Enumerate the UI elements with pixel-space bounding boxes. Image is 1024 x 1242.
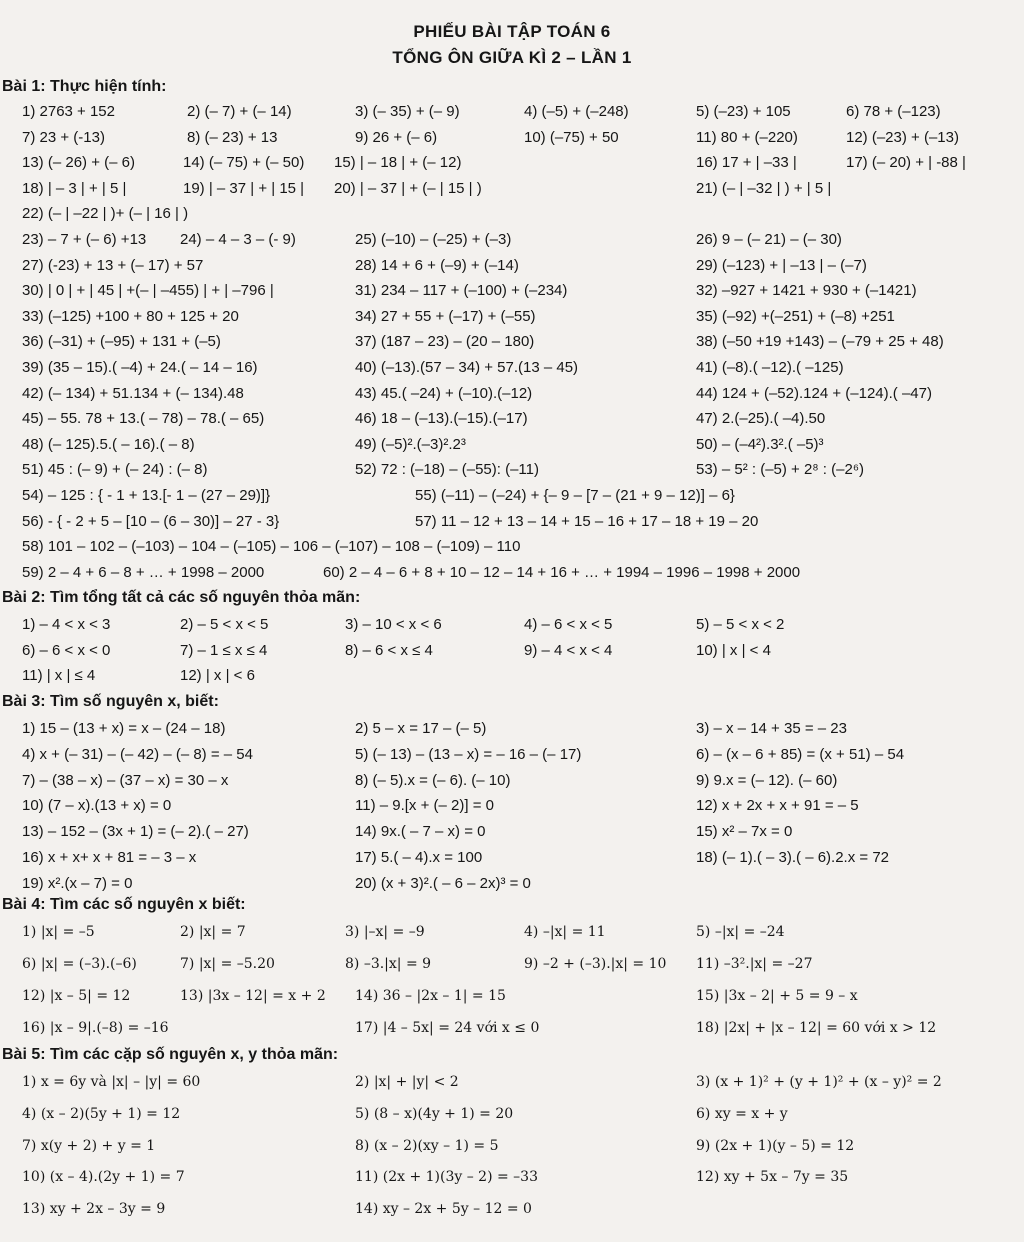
exercise-item: 5) (– 13) – (13 – x) = – 16 – (– 17)	[355, 745, 582, 763]
exercise-item: 11) –3².|x| = –27	[696, 956, 813, 972]
exercise-row	[0, 535, 1024, 559]
exercise-item: 14) (– 75) + (– 50)	[183, 154, 305, 172]
exercise-item: 38) (–50 +19 +143) – (–79 + 25 + 48)	[696, 333, 944, 351]
exercise-item: 7) x(y + 2) + y = 1	[22, 1137, 156, 1154]
exercise-row	[0, 561, 1024, 585]
exercise-row	[0, 1134, 1024, 1158]
exercise-row	[0, 639, 1024, 663]
exercise-item: 6) 78 + (–123)	[846, 103, 941, 120]
exercise-item: 4) x + (– 31) – (– 42) – (– 8) = – 54	[22, 745, 253, 763]
exercise-item: 51) 45 : (– 9) + (– 24) : (– 8)	[22, 461, 208, 479]
exercise-item: 9) 9.x = (– 12). (– 60)	[696, 771, 838, 789]
exercise-item: 48) (– 125).5.( – 16).( – 8)	[22, 435, 195, 453]
exercise-item: 44) 124 + (–52).124 + (–124).( –47)	[696, 384, 932, 402]
exercise-row	[0, 254, 1024, 278]
exercise-item: 1) |x| = –5	[22, 924, 95, 940]
exercise-item: 10) (x – 4).(2y + 1) = 7	[22, 1169, 185, 1186]
section-heading: Bài 5: Tìm các cặp số nguyên x, y thỏa mãn:	[2, 1046, 339, 1063]
exercise-item: 40) (–13).(57 – 34) + 57.(13 – 45)	[355, 359, 579, 376]
exercise-item: 29) (–123) + | –13 | – (–7)	[696, 256, 867, 274]
exercise-item: 16) x + x+ x + 81 = – 3 – x	[22, 849, 197, 866]
exercise-row	[0, 458, 1024, 482]
exercise-item: 1) x = 6y và |x| – |y| = 60	[22, 1074, 201, 1090]
exercise-row	[0, 228, 1024, 252]
exercise-item: 14) 9x.( – 7 – x) = 0	[355, 823, 486, 841]
exercise-item: 31) 234 – 117 + (–100) + (–234)	[355, 282, 568, 300]
exercise-item: 2) |x| = 7	[180, 924, 246, 940]
exercise-item: 45) – 55. 78 + 13.( – 78) – 78.( – 65)	[22, 410, 265, 428]
exercise-item: 8) –3.|x| = 9	[345, 956, 432, 972]
exercise-item: 10) (–75) + 50	[524, 128, 619, 146]
exercise-row	[0, 872, 1024, 896]
exercise-item: 36) (–31) + (–95) + 131 + (–5)	[22, 333, 221, 351]
exercise-item: 39) (35 – 15).( –4) + 24.( – 14 – 16)	[22, 359, 258, 376]
exercise-item: 9) (2x + 1)(y – 5) = 12	[696, 1137, 855, 1154]
exercise-item: 16) |x – 9|.(–8) = –16	[22, 1020, 169, 1036]
exercise-row	[0, 1016, 1024, 1040]
exercise-item: 3) |–x| = –9	[345, 924, 425, 940]
exercise-item: 17) 5.( – 4).x = 100	[355, 849, 483, 866]
exercise-item: 21) (– | –32 | ) + | 5 |	[696, 179, 832, 197]
exercise-item: 6) xy = x + y	[696, 1105, 788, 1122]
exercise-item: 14) 36 – |2x – 1| = 15	[355, 988, 506, 1004]
exercise-item: 4) –|x| = 11	[524, 924, 606, 940]
section-heading: Bài 1: Thực hiện tính:	[2, 78, 167, 95]
exercise-item: 7) – (38 – x) – (37 – x) = 30 – x	[22, 771, 229, 789]
exercise-item: 58) 101 – 102 – (–103) – 104 – (–105) – 106 – (–107) – 108 – (–109) – 110	[22, 538, 521, 556]
exercise-item: 4) (–5) + (–248)	[524, 103, 629, 120]
worksheet-subtitle: TỔNG ÔN GIỮA KÌ 2 – LẦN 1	[392, 48, 632, 67]
exercise-item: 42) (– 134) + 51.134 + (– 134).48	[22, 384, 244, 402]
exercise-item: 8) (– 5).x = (– 6). (– 10)	[355, 771, 511, 789]
exercise-row	[0, 177, 1024, 201]
exercise-item: 18) |2x| + |x – 12| = 60 với x > 12	[696, 1020, 937, 1036]
exercise-item: 3) – x – 14 + 35 = – 23	[696, 720, 847, 737]
exercise-row	[0, 151, 1024, 175]
exercise-item: 9) – 4 < x < 4	[524, 641, 613, 659]
exercise-item: 7) 23 + (-13)	[22, 128, 105, 146]
exercise-item: 4) – 6 < x < 5	[524, 616, 613, 633]
exercise-item: 3) (x + 1)² + (y + 1)² + (x – y)² = 2	[696, 1074, 942, 1090]
exercise-row	[0, 664, 1024, 688]
exercise-item: 12) xy + 5x – 7y = 35	[696, 1169, 849, 1186]
exercise-row	[0, 382, 1024, 406]
exercise-item: 34) 27 + 55 + (–17) + (–55)	[355, 307, 536, 325]
exercise-item: 33) (–125) +100 + 80 + 125 + 20	[22, 307, 239, 325]
exercise-row	[0, 1070, 1024, 1094]
exercise-row	[0, 100, 1024, 124]
exercise-item: 54) – 125 : { - 1 + 13.[- 1 – (27 – 29)]}	[22, 487, 271, 504]
exercise-item: 37) (187 – 23) – (20 – 180)	[355, 333, 535, 351]
exercise-item: 27) (-23) + 13 + (– 17) + 57	[22, 256, 204, 274]
exercise-row	[0, 433, 1024, 457]
exercise-item: 3) (– 35) + (– 9)	[355, 103, 460, 120]
exercise-row	[0, 126, 1024, 150]
exercise-item: 14) xy – 2x + 5y – 12 = 0	[355, 1201, 532, 1218]
exercise-item: 55) (–11) – (–24) + {– 9 – [7 – (21 + 9 – 12)] – 6}	[415, 487, 735, 504]
exercise-row	[0, 1102, 1024, 1126]
exercise-item: 56) - { - 2 + 5 – [10 – (6 – 30)] – 27 - 3}	[22, 512, 280, 530]
exercise-item: 59) 2 – 4 + 6 – 8 + … + 1998 – 2000	[22, 563, 265, 581]
exercise-item: 16) 17 + | –33 |	[696, 154, 797, 172]
exercise-item: 17) |4 – 5x| = 24 với x ≤ 0	[355, 1020, 540, 1036]
exercise-item: 35) (–92) +(–251) + (–8) +251	[696, 307, 895, 325]
exercise-row	[0, 202, 1024, 226]
exercise-row	[0, 984, 1024, 1008]
exercise-row	[0, 407, 1024, 431]
exercise-item: 1) – 4 < x < 3	[22, 616, 111, 633]
exercise-item: 12) | x | < 6	[180, 667, 255, 685]
exercise-item: 49) (–5)².(–3)².2³	[355, 435, 466, 453]
exercise-item: 19) x².(x – 7) = 0	[22, 874, 133, 892]
exercise-row	[0, 920, 1024, 944]
exercise-item: 5) – 5 < x < 2	[696, 616, 785, 633]
exercise-item: 25) (–10) – (–25) + (–3)	[355, 231, 512, 248]
exercise-row	[0, 794, 1024, 818]
exercise-item: 12) x + 2x + x + 91 = – 5	[696, 797, 859, 815]
exercise-item: 57) 11 – 12 + 13 – 14 + 15 – 16 + 17 – 18 + 19 – 20	[415, 512, 759, 530]
exercise-item: 15) x² – 7x = 0	[696, 823, 793, 841]
exercise-row	[0, 717, 1024, 741]
exercise-item: 20) (x + 3)².( – 6 – 2x)³ = 0	[355, 874, 531, 892]
exercise-item: 11) | x | ≤ 4	[22, 667, 96, 685]
exercise-item: 53) – 5² : (–5) + 2⁸ : (–2⁶)	[696, 461, 864, 479]
exercise-item: 2) |x| + |y| < 2	[355, 1074, 459, 1090]
exercise-item: 41) (–8).( –12).( –125)	[696, 359, 844, 376]
exercise-item: 15) |3x – 2| + 5 = 9 – x	[696, 988, 858, 1004]
exercise-item: 2) 5 – x = 17 – (– 5)	[355, 720, 487, 737]
exercise-item: 47) 2.(–25).( –4).50	[696, 410, 826, 428]
exercise-item: 10) | x | < 4	[696, 641, 771, 659]
section-heading: Bài 4: Tìm các số nguyên x biết:	[2, 896, 246, 913]
exercise-item: 13) – 152 – (3x + 1) = (– 2).( – 27)	[22, 823, 249, 841]
exercise-item: 8) – 6 < x ≤ 4	[345, 641, 433, 659]
exercise-item: 6) |x| = (–3).(–6)	[22, 956, 137, 972]
exercise-item: 22) (– | –22 | )+ (– | 16 | )	[22, 205, 189, 223]
exercise-item: 13) |3x – 12| = x + 2	[180, 988, 326, 1004]
section-heading: Bài 2: Tìm tổng tất cả các số nguyên thỏa mãn:	[2, 589, 361, 606]
exercise-item: 1) 15 – (13 + x) = x – (24 – 18)	[22, 720, 226, 737]
exercise-row	[0, 820, 1024, 844]
exercise-row	[0, 1165, 1024, 1189]
exercise-item: 8) (x – 2)(xy – 1) = 5	[355, 1137, 499, 1154]
exercise-row	[0, 305, 1024, 329]
exercise-item: 1) 2763 + 152	[22, 103, 115, 120]
exercise-item: 52) 72 : (–18) – (–55): (–11)	[355, 461, 539, 479]
exercise-item: 20) | – 37 | + (– | 15 | )	[334, 179, 482, 197]
exercise-item: 11) (2x + 1)(3y – 2) = –33	[355, 1169, 538, 1186]
exercise-row	[0, 484, 1024, 508]
exercise-item: 50) – (–4²).3².( –5)³	[696, 435, 824, 453]
exercise-item: 28) 14 + 6 + (–9) + (–14)	[355, 256, 519, 274]
exercise-item: 5) (8 – x)(4y + 1) = 20	[355, 1105, 514, 1122]
exercise-item: 11) – 9.[x + (– 2)] = 0	[355, 797, 494, 815]
exercise-item: 11) 80 + (–220)	[696, 128, 798, 146]
exercise-item: 5) –|x| = –24	[696, 924, 785, 940]
exercise-item: 17) (– 20) + | -88 |	[846, 154, 966, 172]
exercise-item: 18) (– 1).( – 3).( – 6).2.x = 72	[696, 849, 890, 866]
exercise-item: 24) – 4 – 3 – (- 9)	[180, 231, 296, 248]
exercise-row	[0, 356, 1024, 380]
exercise-item: 6) – (x – 6 + 85) = (x + 51) – 54	[696, 745, 905, 763]
exercise-row	[0, 613, 1024, 637]
exercise-item: 10) (7 – x).(13 + x) = 0	[22, 797, 172, 815]
exercise-item: 46) 18 – (–13).(–15).(–17)	[355, 410, 528, 428]
exercise-item: 12) |x – 5| = 12	[22, 988, 131, 1004]
exercise-item: 60) 2 – 4 – 6 + 8 + 10 – 12 – 14 + 16 + … + 1994 – 1996 – 1998 + 2000	[323, 563, 801, 581]
exercise-item: 2) – 5 < x < 5	[180, 616, 269, 633]
exercise-item: 7) – 1 ≤ x ≤ 4	[180, 641, 268, 659]
exercise-row	[0, 769, 1024, 793]
exercise-item: 15) | – 18 | + (– 12)	[334, 154, 462, 172]
exercise-item: 18) | – 3 | + | 5 |	[22, 179, 127, 197]
worksheet-title: PHIẾU BÀI TẬP TOÁN 6	[413, 22, 611, 41]
exercise-item: 2) (– 7) + (– 14)	[187, 103, 292, 120]
exercise-item: 4) (x – 2)(5y + 1) = 12	[22, 1105, 181, 1122]
exercise-item: 43) 45.( –24) + (–10).(–12)	[355, 384, 533, 402]
exercise-item: 3) – 10 < x < 6	[345, 616, 442, 633]
exercise-item: 26) 9 – (– 21) – (– 30)	[696, 231, 842, 248]
exercise-row	[0, 1197, 1024, 1221]
exercise-item: 8) (– 23) + 13	[187, 128, 278, 146]
exercise-row	[0, 510, 1024, 534]
exercise-row	[0, 743, 1024, 767]
exercise-row	[0, 279, 1024, 303]
exercise-item: 7) |x| = –5.20	[180, 956, 275, 972]
exercise-item: 13) (– 26) + (– 6)	[22, 154, 135, 172]
exercise-item: 9) 26 + (– 6)	[355, 128, 438, 146]
exercise-row	[0, 330, 1024, 354]
exercise-item: 12) (–23) + (–13)	[846, 128, 959, 146]
exercise-item: 6) – 6 < x < 0	[22, 641, 111, 659]
section-heading: Bài 3: Tìm số nguyên x, biết:	[2, 693, 219, 710]
exercise-item: 13) xy + 2x – 3y = 9	[22, 1201, 166, 1218]
exercise-row	[0, 952, 1024, 976]
exercise-item: 5) (–23) + 105	[696, 103, 791, 120]
exercise-row	[0, 846, 1024, 870]
exercise-item: 32) –927 + 1421 + 930 + (–1421)	[696, 282, 917, 300]
exercise-item: 9) –2 + (–3).|x| = 10	[524, 956, 667, 972]
exercise-item: 23) – 7 + (– 6) +13	[22, 231, 147, 248]
exercise-item: 19) | – 37 | + | 15 |	[183, 179, 305, 197]
exercise-item: 30) | 0 | + | 45 | +(– | –455) | + | –796 |	[22, 282, 274, 300]
